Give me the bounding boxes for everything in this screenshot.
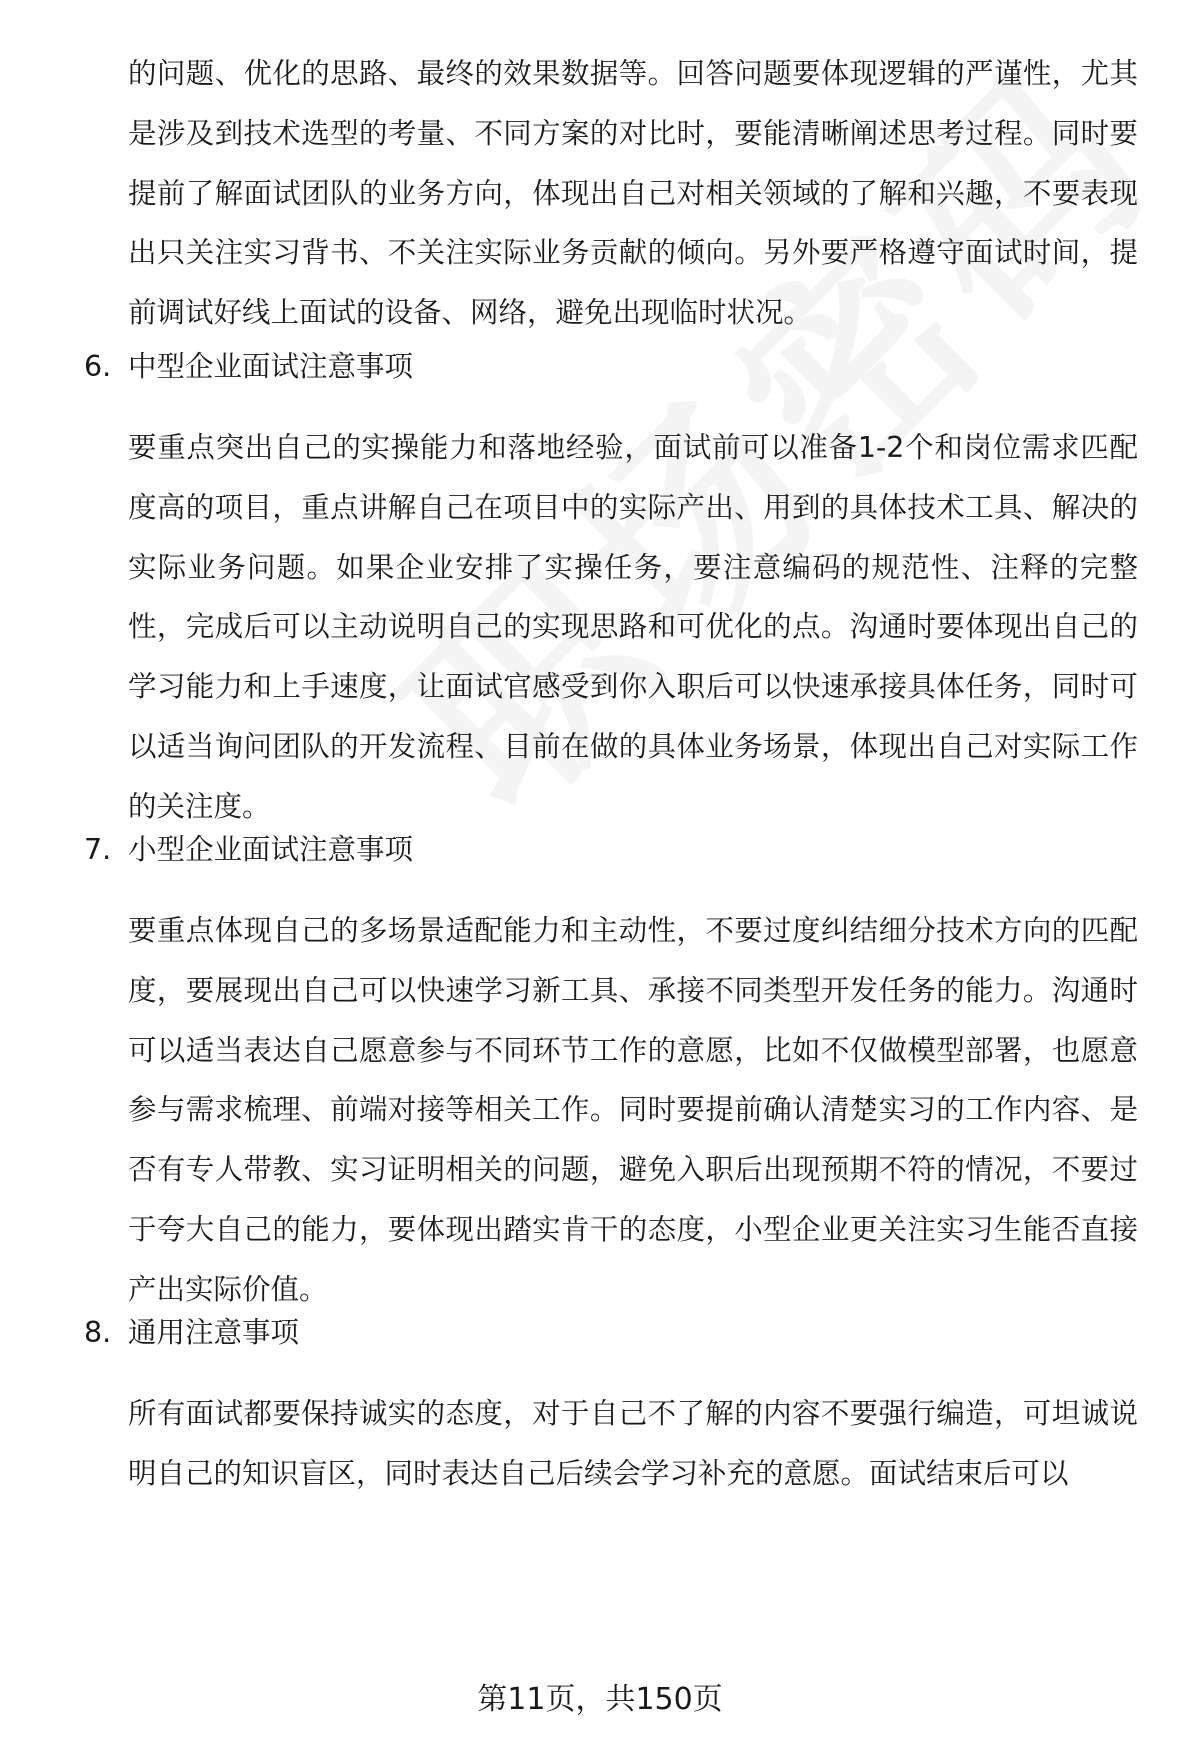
section-title: 小型企业面试注意事项 — [128, 833, 414, 866]
section-body-6: 要重点突出自己的实操能力和落地经验，面试前可以准备1-2个和岗位需求匹配度高的项目，重点讲解自己在项目中的实际产出、用到的具体技术工具、解决的实际业务问题。如果企业安排了实操任务，要注意编码的规范性、注释的完整性，完成后可以主动说明自己的实现思路和可优化的点。沟通时要体现出自己的学习能力和上手速度，让面试官感受到你入职后可以快速承接具体任务，同时可以适当询问团队的开发流程、目前在做的具体业务场景，体现出自己对实际工作的关注度。 — [128, 431, 1138, 823]
section-title: 通用注意事项 — [128, 1316, 300, 1349]
section-heading-7 — [84, 830, 413, 870]
section-number: 8. — [84, 1316, 112, 1349]
section-body-7: 要重点体现自己的多场景适配能力和主动性，不要过度纠结细分技术方向的匹配度，要展现出自己可以快速学习新工具、承接不同类型开发任务的能力。沟通时可以适当表达自己愿意参与不同环节工作的意愿，比如不仅做模型部署，也愿意参与需求梳理、前端对接等相关工作。同时要提前确认清楚实习的工作内容、是否有专人带教、实习证明相关的问题，避免入职后出现预期不符的情况，不要过于夸大自己的能力，要体现出踏实肯干的态度，小型企业更关注实习生能否直接产出实际价值。 — [128, 914, 1138, 1306]
section-heading-8 — [84, 1313, 299, 1353]
section-title: 中型企业面试注意事项 — [128, 350, 414, 383]
intro-paragraph: 的问题、优化的思路、最终的效果数据等。回答问题要体现逻辑的严谨性，尤其是涉及到技术选型的考量、不同方案的对比时，要能清晰阐述思考过程。同时要提前了解面试团队的业务方向，体现出自己对相关领域的了解和兴趣，不要表现出只关注实习背书、不关注实际业务贡献的倾向。另外要严格遵守面试时间，提前调试好线上面试的设备、网络，避免出现临时状况。 — [128, 57, 1138, 330]
section-body-8: 所有面试都要保持诚实的态度，对于自己不了解的内容不要强行编造，可坦诚说明自己的知识盲区，同时表达自己后续会学习补充的意愿。面试结束后可以 — [128, 1397, 1138, 1490]
section-number: 6. — [84, 350, 112, 383]
section-number: 7. — [84, 833, 112, 866]
page-number-footer: 第11页，共150页 — [477, 1682, 723, 1717]
section-heading-6 — [84, 347, 413, 387]
